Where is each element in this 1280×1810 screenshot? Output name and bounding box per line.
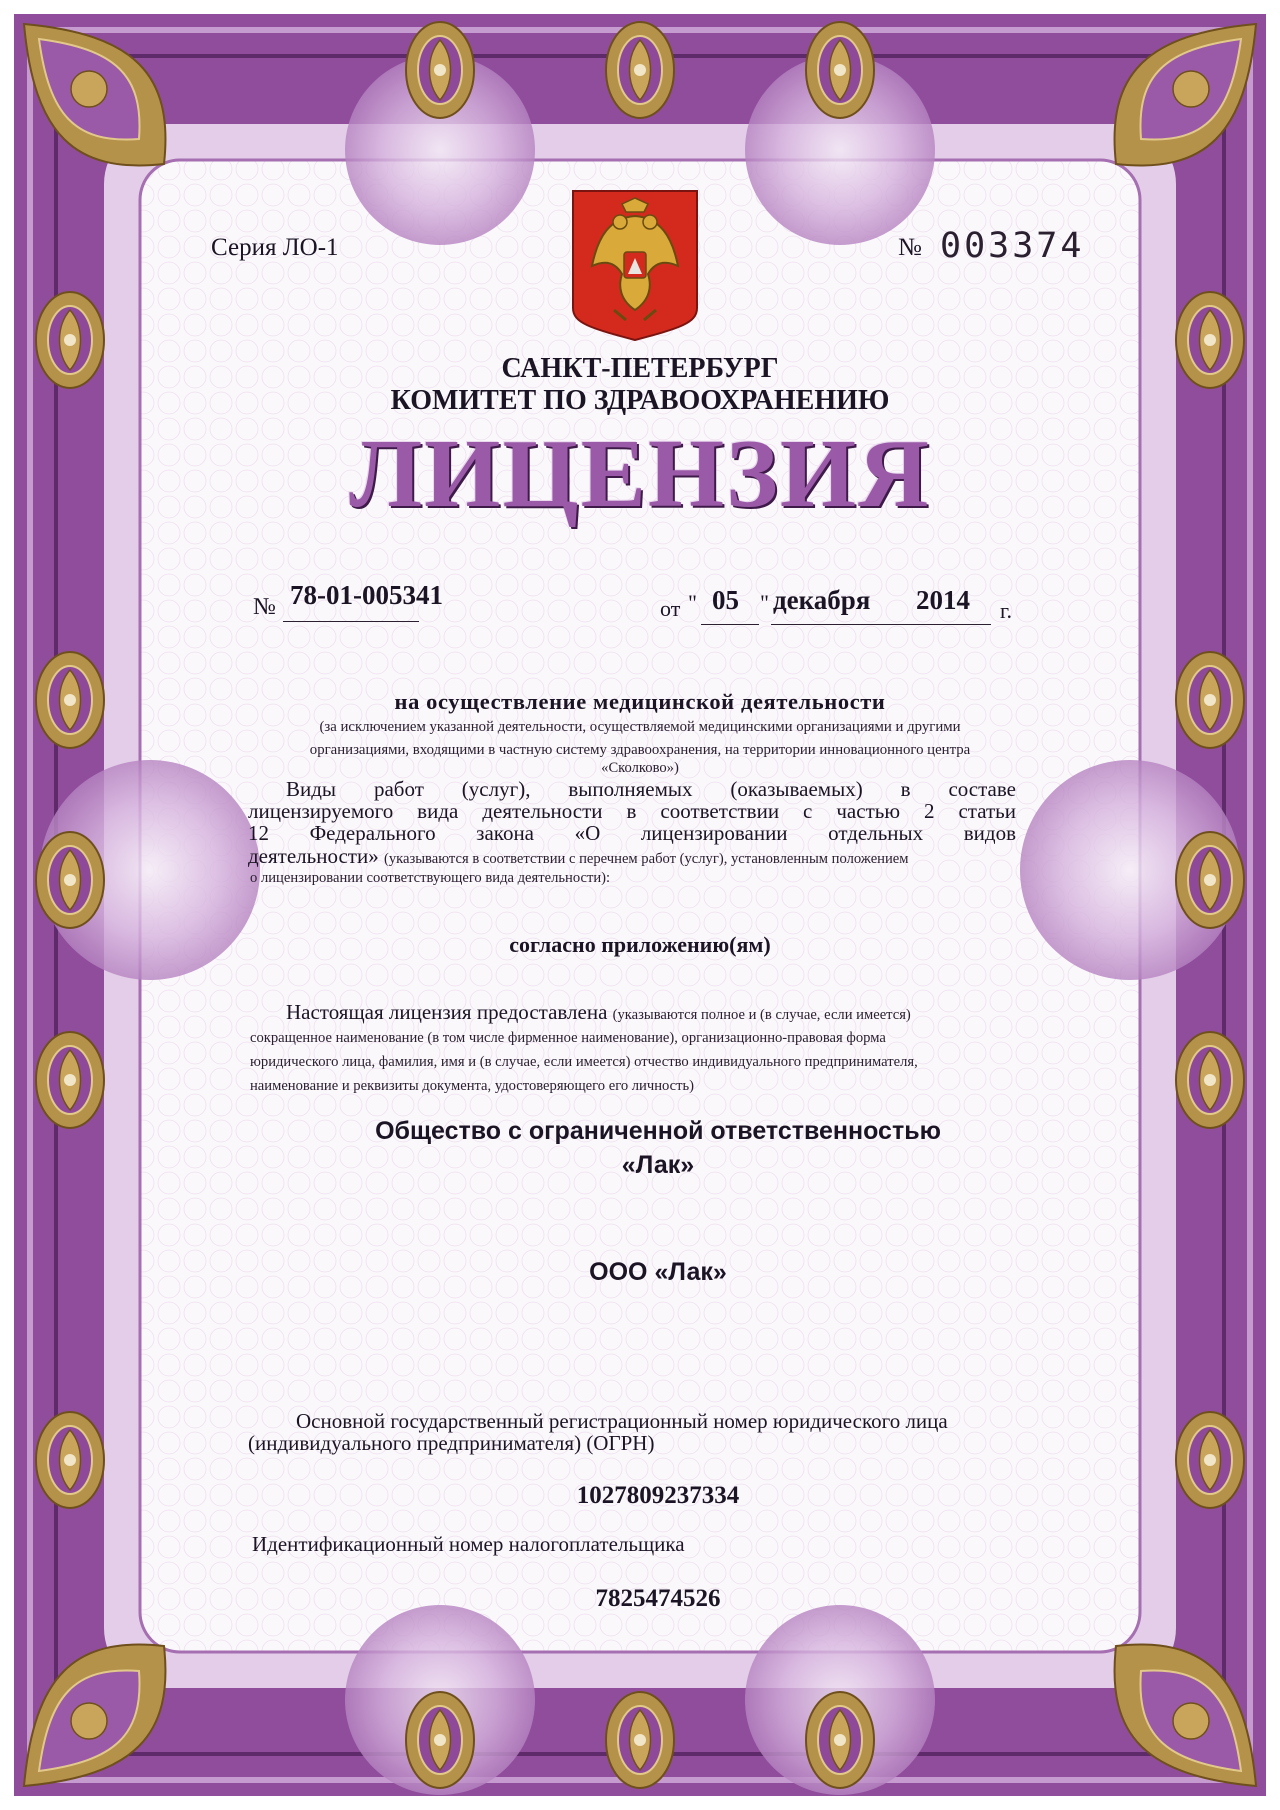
works-note-line: о лицензировании соответствующего вида деятельности): — [250, 870, 611, 886]
date-quote-open: " — [688, 590, 697, 615]
licensee-full-name-line-1: Общество с ограниченной ответственностью — [375, 1117, 941, 1145]
works-line-1: Виды работ (услуг), выполняемых (оказываемых) в составе — [286, 777, 1016, 801]
coat-of-arms-emblem — [570, 188, 700, 343]
licensee-intro — [286, 1000, 911, 1027]
inn-value: 7825474526 — [595, 1585, 721, 1612]
inn-label: Идентификационный номер налогоплательщика — [252, 1532, 685, 1556]
month-year-underline — [771, 624, 991, 625]
works-line-3: 12 Федерального закона «О лицензировании отдельных видов — [248, 821, 1016, 845]
licensee-intro-note: (указываются полное и (в случае, если имеется) — [612, 1007, 911, 1023]
licensee-full-name-line-2: «Лак» — [621, 1151, 695, 1179]
ogrn-label-line-2: (индивидуального предпринимателя) (ОГРН) — [248, 1431, 655, 1455]
license-year: 2014 — [916, 585, 970, 615]
license-day: 05 — [712, 585, 739, 615]
license-number: 78-01-005341 — [290, 580, 443, 610]
licensee-note-line-1: сокращенное наименование (в том числе фирменное наименование), организационно-правовая форма — [250, 1030, 886, 1046]
activity-title: на осуществление медицинской деятельности — [394, 689, 886, 714]
activity-note-line-2: организациями, входящими в частную систему здравоохранения, на территории инновационного центра — [309, 742, 971, 758]
license-number-sign: № — [253, 594, 276, 620]
licensee-note-line-3: наименование и реквизиты документа, удостоверяющего его личность) — [250, 1078, 695, 1094]
licensee-intro-main: Настоящая лицензия предоставлена — [286, 1000, 608, 1024]
works-line-4-main: деятельности» — [248, 844, 379, 868]
blank-serial-number: 003374 — [940, 226, 1085, 266]
license-month: декабря — [773, 585, 871, 615]
date-prefix: от — [660, 596, 681, 621]
authority-committee: КОМИТЕТ ПО ЗДРАВООХРАНЕНИЮ — [390, 385, 890, 416]
license-number-underline — [283, 621, 419, 622]
date-quote-close: " — [760, 590, 769, 615]
activity-note-line-1: (за исключением указанной деятельности, осуществляемой медицинскими организациями и другими — [319, 719, 961, 735]
document-title: ЛИЦЕНЗИЯ — [349, 420, 931, 528]
series-label: Серия ЛО-1 — [211, 234, 339, 261]
ogrn-value: 1027809237334 — [576, 1482, 740, 1509]
authority-city: САНКТ-ПЕТЕРБУРГ — [501, 353, 779, 384]
licensee-note-line-2: юридического лица, фамилия, имя и (в случае, если имеется) отчество индивидуального предпринимателя, — [250, 1054, 918, 1070]
day-underline — [701, 624, 759, 625]
blank-number-sign: № — [898, 234, 922, 261]
activity-note-line-3: «Сколково») — [601, 760, 679, 776]
ogrn-label-line-1: Основной государственный регистрационный номер юридического лица — [296, 1409, 948, 1433]
works-value: согласно приложению(ям) — [509, 932, 771, 957]
works-line-2: лицензируемого вида деятельности в соответствии с частью 2 статьи — [248, 799, 1016, 823]
works-line-4-note: (указываются в соответствии с перечнем работ (услуг), установленным положением — [383, 851, 909, 867]
year-suffix: г. — [1000, 598, 1013, 623]
licensee-short-name: ООО «Лак» — [589, 1258, 727, 1286]
